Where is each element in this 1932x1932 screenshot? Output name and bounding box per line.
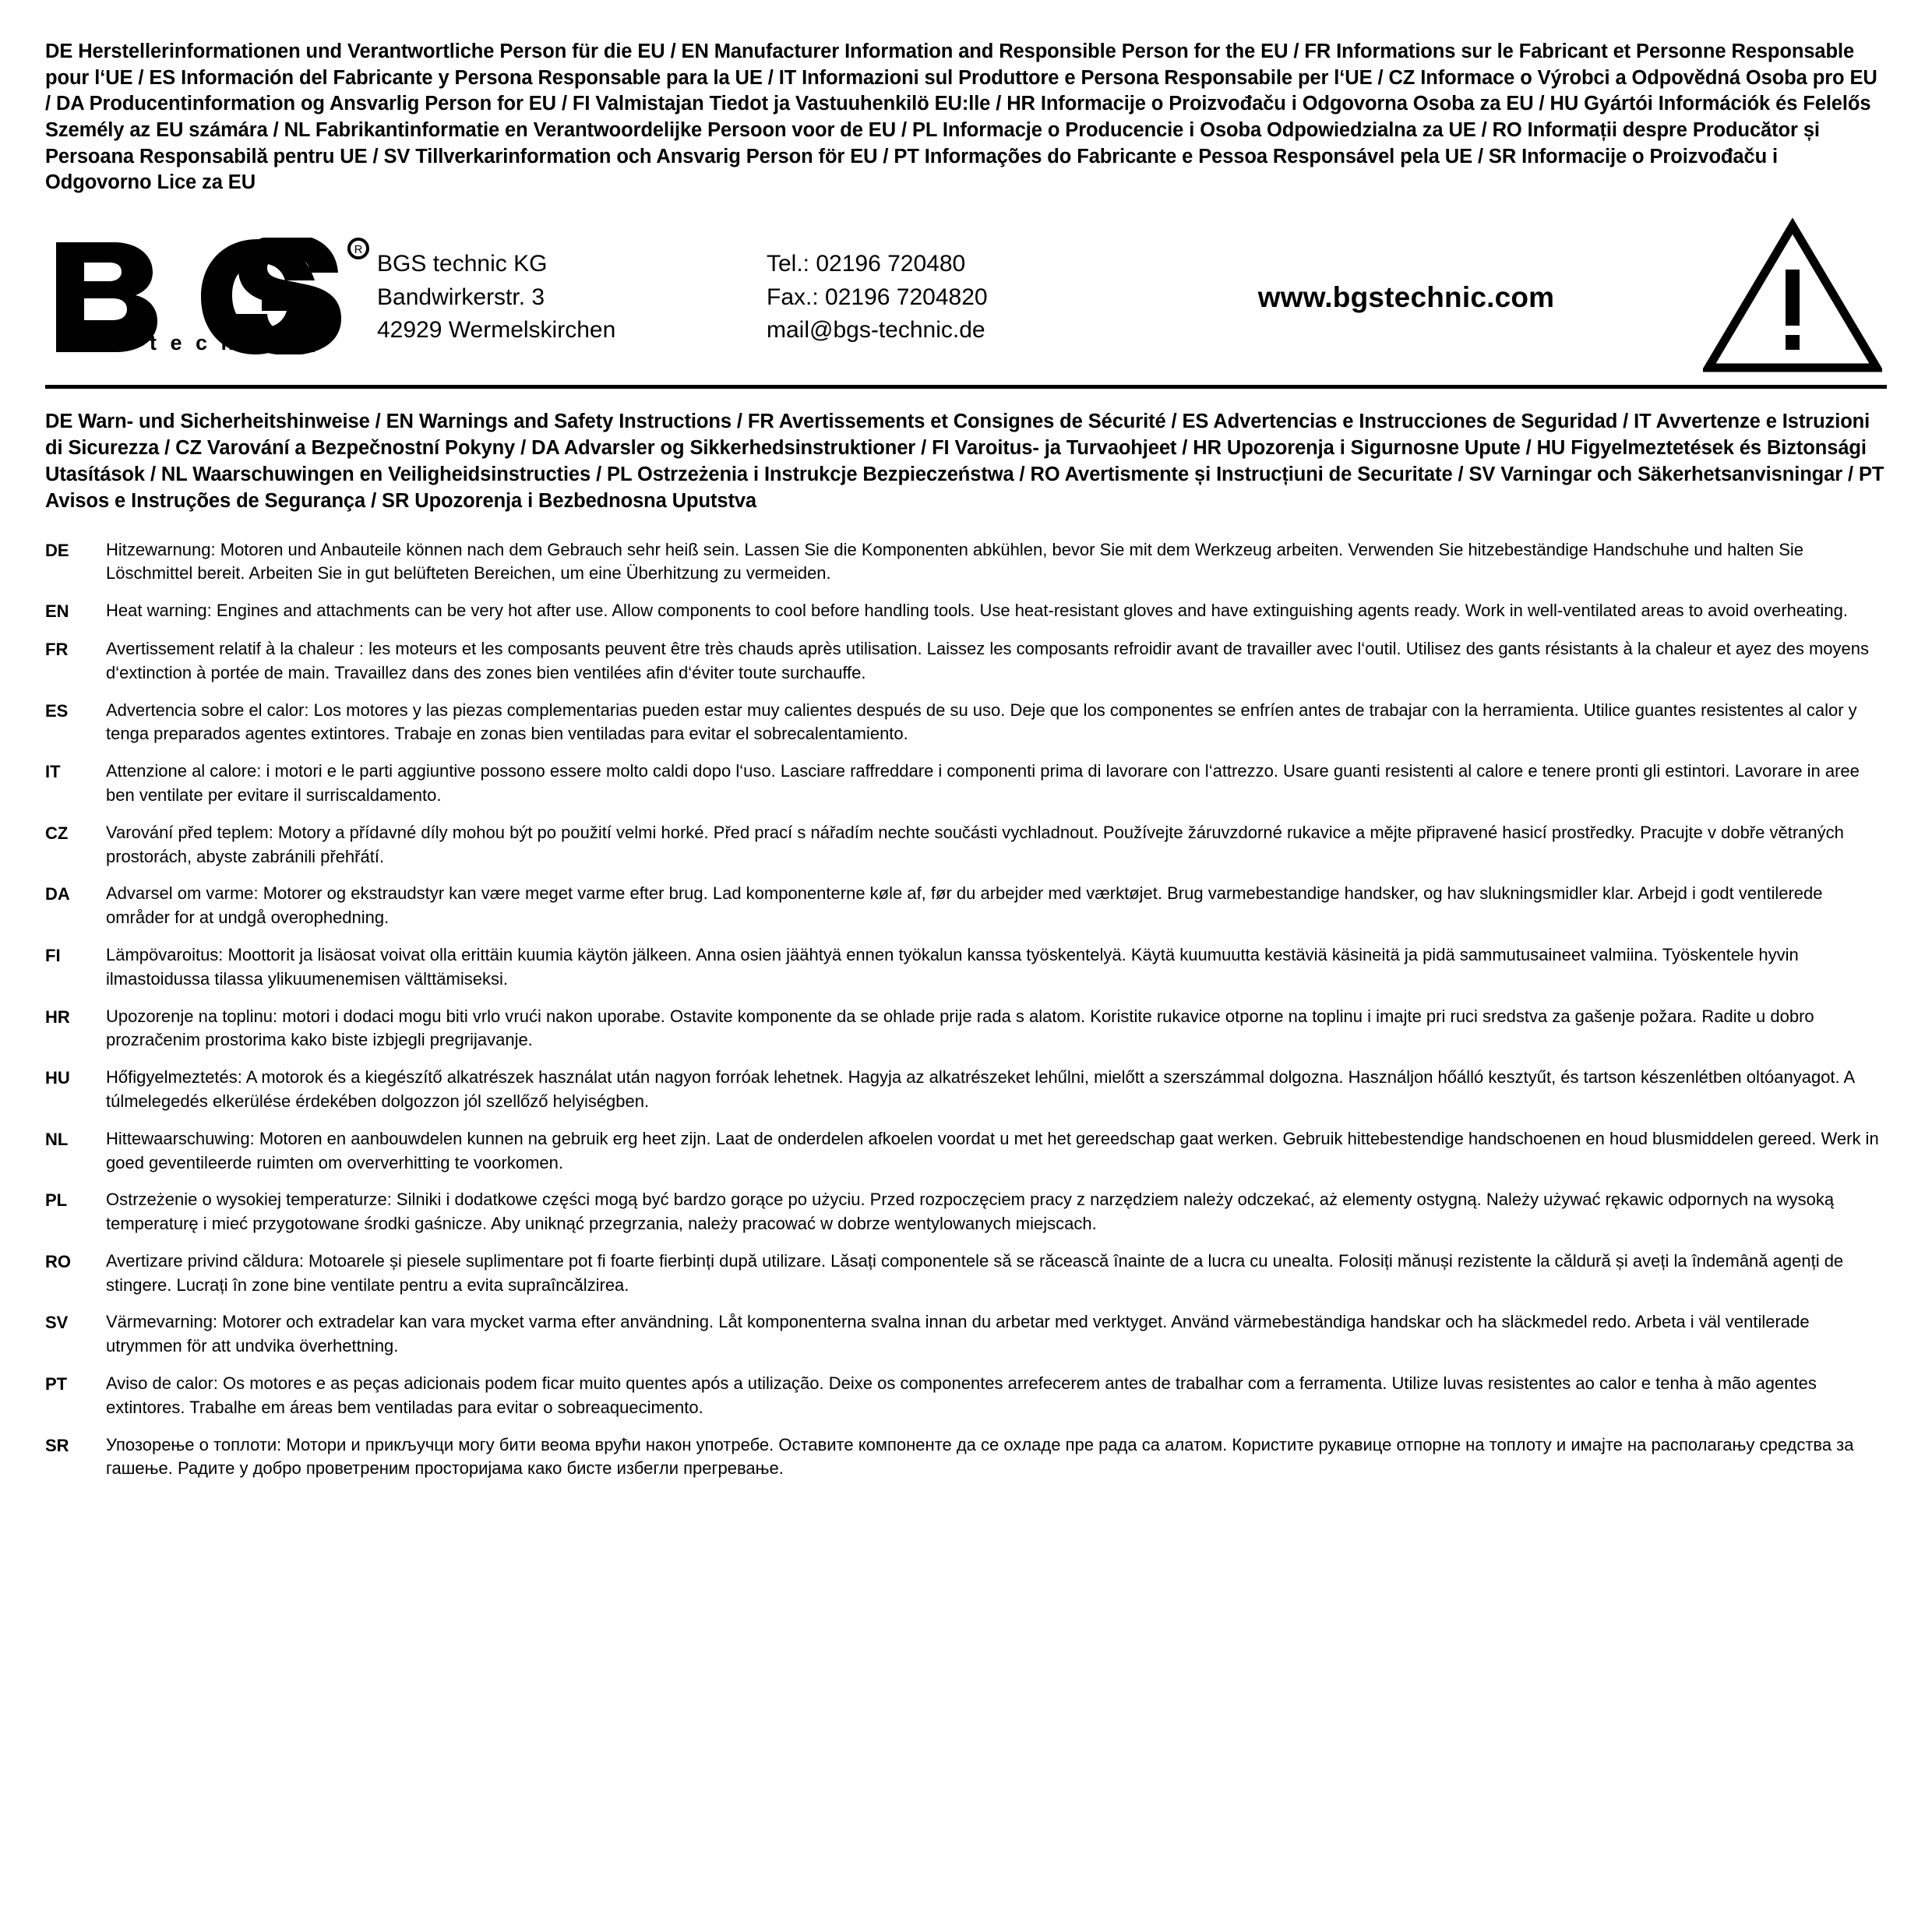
language-code: IT	[45, 762, 61, 782]
warning-text: Hitzewarnung: Motoren und Anbauteile können nach dem Gebrauch sehr heiß sein. Lassen Sie die Komponenten abkühlen, bevor Sie mit dem Werkzeug arbeiten. Verwenden Sie hitzebeständige Handschuhe und halten Sie Löschmittel bereit. Arbeiten Sie in gut belüfteten Bereichen, um eine Überhitzung zu vermeiden.	[106, 539, 1803, 583]
safety-instructions-heading: DE Warn- und Sicherheitshinweise / EN Warnings and Safety Instructions / FR Avertissements et Consignes de Sécurité / ES Advertencias e Instrucciones de Seguridad / IT Avvertenze e Istruzioni di Sicurezza / CZ Varování a Bezpečnostní Pokyny / DA Advarsler og Sikkerhedsinstruktioner / FI Varoitus- ja Turvaohjeet / HR Upozorenja i Sigurnosne Upute / HU Figyelmeztetések és Biztonsági Utasítások / NL Waarschuwingen en Veiligheidsinstructies / PL Ostrzeżenia i Instrukcje Bezpieczeństwa / RO Avertismente și Instrucțiuni de Securitate / SV Varningar och Säkerhetsanvisningar / PT Avisos e Instruções de Segurança / SR Upozorenja i Bezbednosna Uputstva	[45, 410, 1884, 512]
warning-row-nl	[45, 1127, 1887, 1176]
warning-row-pl	[45, 1188, 1887, 1236]
warning-row-hr	[45, 1005, 1887, 1053]
company-fax: Fax.: 02196 7204820	[767, 284, 988, 310]
language-code: EN	[45, 601, 69, 622]
warning-text: Värmevarning: Motorer och extradelar kan vara mycket varma efter användning. Låt komponenterna svalna innan du arbetar med verktyget. Använd värmebeständiga handskar och ha släckmedel redo. Arbeta i väl ventilerade utrymmen för att undvika överhettning.	[106, 1312, 1810, 1356]
language-code: HU	[45, 1068, 70, 1088]
company-address	[377, 245, 767, 347]
warning-row-sv	[45, 1310, 1887, 1359]
warning-text: Упозорење о топлоти: Мотори и прикључци могу бити веома врући након употребе. Оставите компоненте да се охладе пре рада са алатом. Користите рукавице отпорне на топлоту и имајте на располагању средства за гашење. Радите у добро проветреним просторијама како бисте избегли прегревање.	[106, 1434, 1854, 1479]
warning-text: Lämpövaroitus: Moottorit ja lisäosat voivat olla erittäin kuumia käytön jälkeen. Anna osien jäähtyä ennen työkalun kanssa työskentelyä. Käytä kuumuutta kestäviä käsineitä ja pidä sammutusaineet valmiina. Työskentele hyvin ilmastoidussa tilassa ylikuumenemisen välttämiseksi.	[106, 944, 1799, 989]
warning-row-de	[45, 538, 1887, 587]
warning-text: Upozorenje na toplinu: motori i dodaci mogu biti vrlo vrući nakon uporabe. Ostavite komponente da se ohlade prije rada s alatom. Koristite rukavice otporne na toplinu i imajte pri ruci sredstva za gašenje požara. Radite u dobro prozračenim prostorima kako biste izbjegli pregrijavanje.	[106, 1006, 1814, 1050]
company-street: Bandwirkerstr. 3	[377, 284, 545, 310]
company-header-block	[45, 210, 1887, 389]
svg-text:R: R	[354, 242, 363, 256]
warning-text: Varování před teplem: Motory a přídavné díly mohou být po použití velmi horké. Před prací s nářadím nechte součásti vychladnout. Používejte žáruvzdorné rukavice a mějte připravené hasicí prostředky. Pracujte v dobře větraných prostorách, abyste zabránili přehřátí.	[106, 822, 1844, 866]
company-name: BGS technic KG	[377, 251, 548, 277]
company-contact	[767, 245, 1133, 347]
company-website: www.bgstechnic.com	[1257, 280, 1555, 313]
warning-row-ro	[45, 1250, 1887, 1298]
warning-triangle-graphic	[1703, 218, 1882, 374]
warning-row-da	[45, 882, 1887, 930]
warning-row-cz	[45, 821, 1887, 869]
language-code: DE	[45, 540, 69, 560]
language-code: NL	[45, 1129, 69, 1149]
language-code: PT	[45, 1374, 68, 1394]
warning-text: Ostrzeżenie o wysokiej temperaturze: Silniki i dodatkowe części mogą być bardzo gorące po użyciu. Przed rozpoczęciem pracy z narzędziem należy odczekać, aż elementy ostygną. Należy używać rękawic odpornych na wysoką temperaturę i mieć przygotowane środki gaśnicze. Aby uniknąć przegrzania, należy pracować w dobrze wentylowanych miejscach.	[106, 1190, 1835, 1234]
language-code: SR	[45, 1435, 69, 1455]
warning-text: Advertencia sobre el calor: Los motores y las piezas complementarias pueden estar muy calientes después de su uso. Deje que los componentes se enfríen antes de trabajar con la herramienta. Utilice guantes resistentes al calor y tenga preparados agentes extintores. Trabaje en zonas bien ventiladas para evitar el sobrecalentamiento.	[106, 700, 1857, 744]
language-code: RO	[45, 1251, 71, 1271]
manufacturer-info-heading: DE Herstellerinformationen und Verantwortliche Person für die EU / EN Manufacturer Information and Responsible Person for the EU / FR Informations sur le Fabricant et Personne Responsable pour l‘UE / ES Información del Fabricante y Persona Responsable para la UE / IT Informazioni sul Produttore e Persona Responsabile per l‘UE / CZ Informace o Výrobci a Odpovědná Osoba pro EU / DA Producentinformation og Ansvarlig Person for EU / FI Valmistajan Tiedot ja Vastuuhenkilö EU:lle / HR Informacije o Proizvođaču i Odgovorna Osoba za EU / HU Gyártói Információk és Felelős Személy az EU számára / NL Fabrikantinformatie en Verantwoordelijke Persoon voor de EU / PL Informacje o Producencie i Osoba Odpowiedzialna za UE / RO Informații despre Producător și Persoana Responsabilă pentru UE / SV Tillverkarinformation och Ansvarig Person för EU / PT Informações do Fabricante e Pessoa Responsável pela UE / SR Informacije o Proizvođaču i Odgovorno Lice za EU	[45, 41, 1877, 194]
language-code: DA	[45, 884, 70, 904]
bgs-logo	[45, 238, 377, 354]
language-code: FI	[45, 945, 61, 965]
warnings-list	[45, 538, 1887, 1482]
language-code: ES	[45, 700, 69, 721]
warning-text: Avertissement relatif à la chaleur : les moteurs et les composants peuvent être très chauds après utilisation. Laissez les composants refroidir avant de travailler avec l‘outil. Utilisez des gants résistants à la chaleur et ayez des moyens d‘extinction à portée de main. Travaillez dans des zones bien ventilées afin d‘éviter toute surchauffe.	[106, 638, 1870, 682]
warning-row-sr	[45, 1433, 1887, 1482]
warning-text: Aviso de calor: Os motores e as peças adicionais podem ficar muito quentes após a utilização. Deixe os componentes arrefecerem antes de trabalhar com a ferramenta. Utilize luvas resistentes ao calor e tenha à mão agentes extintores. Trabalhe em áreas bem ventiladas para evitar o sobreaquecimento.	[106, 1373, 1817, 1417]
language-code: HR	[45, 1007, 70, 1027]
warning-row-fr	[45, 637, 1887, 686]
company-email: mail@bgs-technic.de	[767, 317, 985, 344]
warning-text: Avertizare privind căldura: Motoarele și piesele suplimentare pot fi foarte fierbinți după utilizare. Lăsați componentele să se răcească înainte de a lucra cu unealta. Folosiți mănuși rezistente la căldură și aveți la îndemână agenți de stingere. Lucrați în zone bine ventilate pentru a evita supraîncălzirea.	[106, 1250, 1844, 1295]
warning-row-pt	[45, 1372, 1887, 1420]
warning-row-hu	[45, 1066, 1887, 1114]
warning-text: Heat warning: Engines and attachments can be very hot after use. Allow components to cool before handling tools. Use heat-resistant gloves and have extinguishing agents ready. Work in well-ventilated areas to avoid overheating.	[106, 601, 1848, 621]
warning-text: Advarsel om varme: Motorer og ekstraudstyr kan være meget varme efter brug. Lad komponenterne køle af, før du arbejder med værktøjet. Brug varmebestandige handsker, og hav slukningsmidler klar. Arbejd i godt ventilerede områder for at undgå overophedning.	[106, 883, 1823, 928]
warning-row-fi	[45, 943, 1887, 992]
warning-triangle-icon	[1680, 218, 1887, 374]
warning-row-en	[45, 599, 1887, 624]
company-tel: Tel.: 02196 720480	[767, 251, 966, 277]
bgs-logo-graphic	[50, 238, 369, 354]
warning-text: Hittewaarschuwing: Motoren en aanbouwdelen kunnen na gebruik erg heet zijn. Laat de onderdelen afkoelen voordat u met het gereedschap gaat werken. Gebruik hittebestendige handschoenen en houd blusmiddelen gereed. Werk in goed geventileerde ruimten om oververhitting te voorkomen.	[106, 1128, 1879, 1172]
language-code: SV	[45, 1313, 69, 1333]
language-code: FR	[45, 639, 69, 659]
warning-text: Hőfigyelmeztetés: A motorok és a kiegészítő alkatrészek használat után nagyon forróak lehetnek. Hagyja az alkatrészeket lehűlni, mielőtt a szerszámmal dolgozna. Használjon hőálló kesztyűt, és tartson készenlétben oltóanyagot. A túlmelegedés elkerülése érdekében dolgozzon jól szellőző helyiségben.	[106, 1067, 1855, 1111]
svg-text:t e c h n i c: t e c h n i c	[150, 330, 309, 354]
language-code: PL	[45, 1190, 68, 1211]
company-city: 42929 Wermelskirchen	[377, 317, 616, 344]
warning-row-es	[45, 699, 1887, 747]
language-code: CZ	[45, 823, 69, 843]
warning-text: Attenzione al calore: i motori e le parti aggiuntive possono essere molto caldi dopo l‘uso. Lasciare raffreddare i componenti prima di lavorare con l‘attrezzo. Usare guanti resistenti al calore e tenere pronti gli estintori. Lavorare in aree ben ventilate per evitare il surriscaldamento.	[106, 761, 1860, 805]
warning-row-it	[45, 760, 1887, 808]
